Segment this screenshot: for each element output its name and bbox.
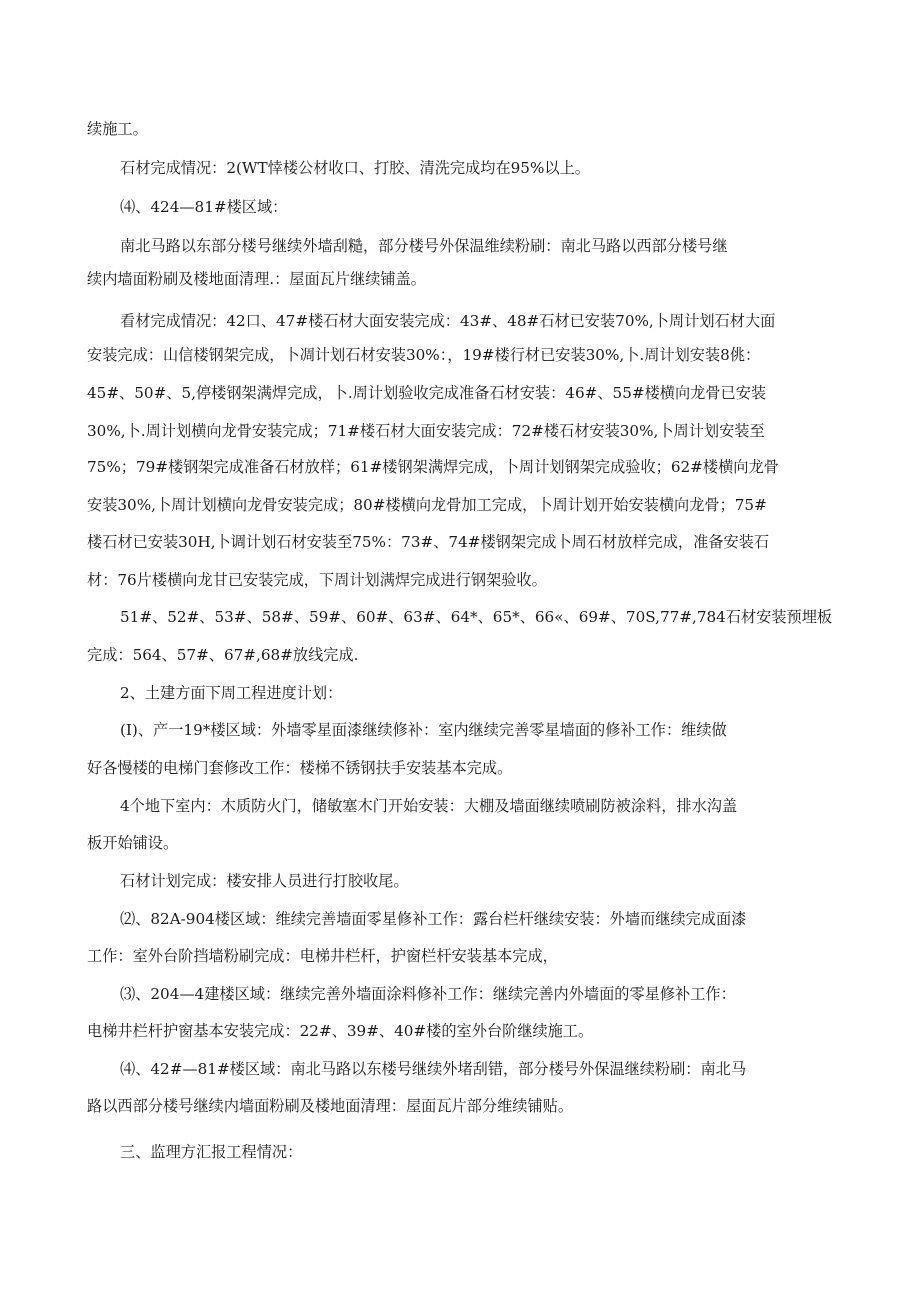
text-line: 4个地下室内：木质防火门，储敏塞木门开始安装：大棚及墙面继续喷刷防被涂料，排水沟盖 xyxy=(120,797,738,815)
text-line: 2、土建方面下周工程进度计划： xyxy=(120,684,343,702)
text-line: 续施工。 xyxy=(87,120,148,138)
text-line: 安装完成：山信楼钢架完成，卜凋计划石材安装30%：，19#楼行材已安装30%,卜.周计划安装8佻： xyxy=(87,346,761,364)
text-line: 75%；79#楼钢架完成准备石材放样；61#楼钢架满焊完成，卜周计划钢架完成验收；62#楼横向龙骨 xyxy=(87,458,779,476)
text-line: ⑵、82A-904楼区域：维续完善墙面零星修补工作：露台栏杆继续安装：外墙而继续完成面漆 xyxy=(120,910,747,928)
text-line: 石材完成情况：2(WT悻楼公材收口、打胶、清洗完成均在95%以上。 xyxy=(120,159,590,177)
section-heading: 三、监理方汇报工程情况： xyxy=(120,1143,303,1161)
text-line: 电梯井栏杆护窗基本安装完成：22#、39#、40#楼的室外台阶继续施工。 xyxy=(87,1022,594,1040)
text-line: 看材完成情况：42口、47#楼石材大面安装完成：43#、48#石材已安装70%,卜周计划石材大面 xyxy=(120,312,776,330)
text-line: 南北马路以东部分楼号继续外墙刮糙，部分楼号外保温维续粉刷：南北马路以西部分楼号继 xyxy=(120,237,728,255)
text-line: ⑶、204—4建楼区域：继续完善外墙面涂料修补工作：继续完善内外墙面的零星修补工作： xyxy=(120,985,736,1003)
text-line: 好各慢楼的电梯门套修改工作：楼梯不锈钢扶手安装基本完成。 xyxy=(87,759,513,777)
text-line: 板开始铺设。 xyxy=(87,834,179,852)
text-line: 51#、52#、53#、58#、59#、60#、63#、64*、65*、66«、69#、70S,77#,784石材安装预埋板 xyxy=(120,608,832,626)
text-line: 完成：564、57#、67#,68#放线完成. xyxy=(87,646,359,664)
text-line: 45#、50#、5,停楼钢架满焊完成，卜.周计划验收完成准备石材安装：46#、55#楼横向龙骨已安装 xyxy=(87,384,767,402)
text-line: (I)、产一19*楼区域：外墙零星面漆继续修补：室内继续完善零星墙面的修补工作：维续做 xyxy=(120,721,727,739)
text-line: 安装30%,卜周计划横向龙骨安装完成；80#楼横向龙骨加工完成，卜周计划开始安装横向龙骨；75# xyxy=(87,496,767,514)
text-line: 路以西部分楼号继续内墙面粉刷及楼地面清理：屋面瓦片部分维续铺贴。 xyxy=(87,1097,573,1115)
text-line: ⑷、42#—81#楼区域：南北马路以东楼号继续外堵刮错，部分楼号外保温继续粉刷：南北马 xyxy=(120,1060,747,1078)
text-line: 材：76片楼横向龙甘已安装完成，下周计划满焊完成进行钢架验收。 xyxy=(87,571,547,589)
text-line: 楼石材已安装30H,卜调计划石材安装至75%：73#、74#楼钢架完成卜周石材放样完成，准备安装石 xyxy=(87,533,770,551)
text-line: 石材计划完成：楼安排人员进行打胶收尾。 xyxy=(120,872,409,890)
text-line: 30%,卜.周计划横向龙骨安装完成；71#楼石材大面安装完成：72#楼石材安装30%,卜周计划安装至 xyxy=(87,422,765,440)
text-line: ⑷、424—81#楼区域： xyxy=(120,198,288,216)
text-line: 续内墙面粉刷及楼地面清理.：屋面瓦片继续铺盖。 xyxy=(87,270,426,288)
text-line: 工作：室外台阶挡墙粉刷完成：电梯井栏杆，护窗栏杆安装基本完成， xyxy=(87,947,558,965)
